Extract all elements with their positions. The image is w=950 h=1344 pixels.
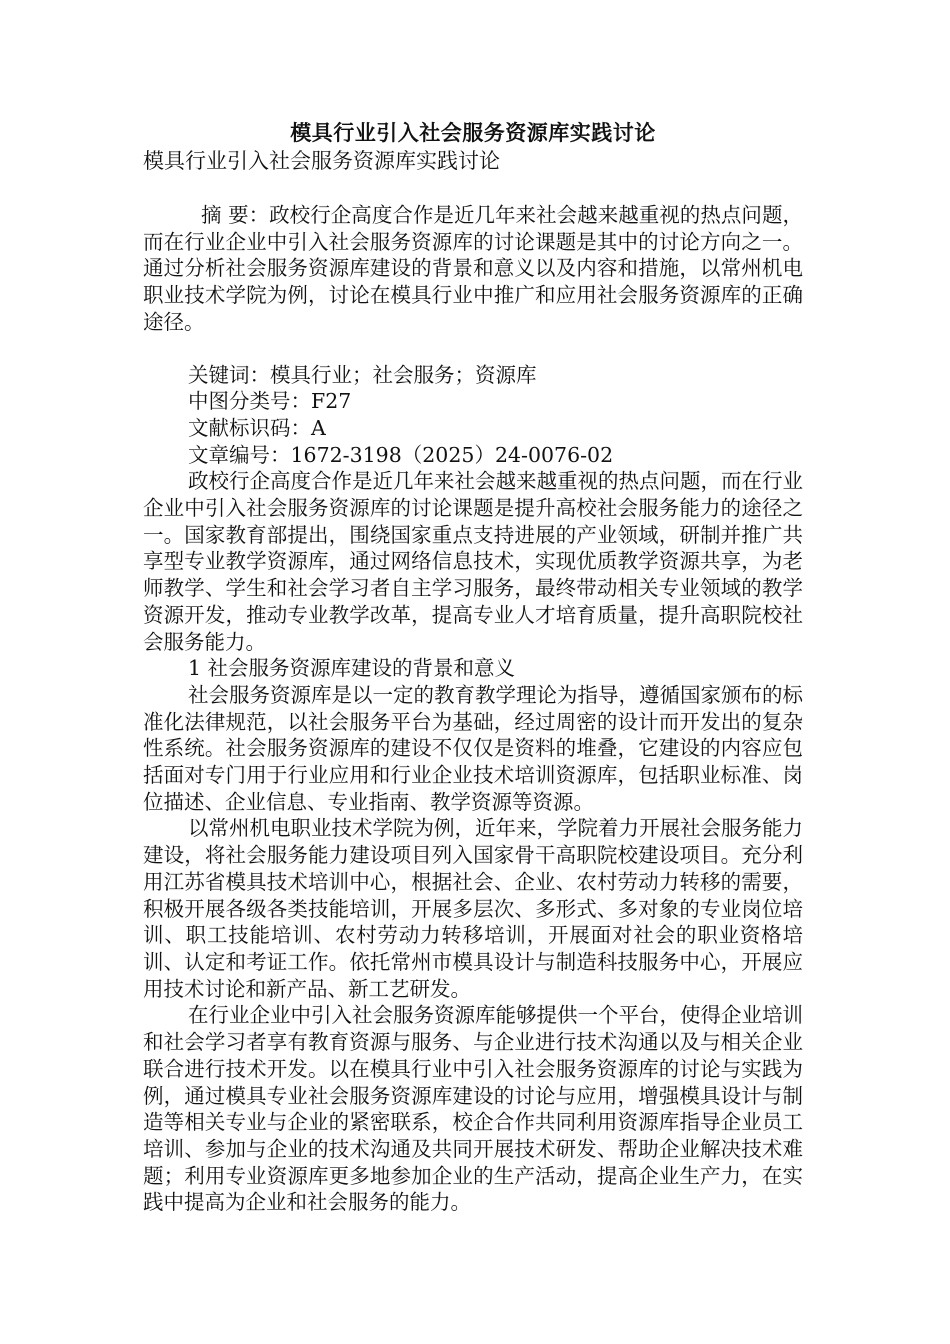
body-paragraph: 社会服务资源库是以一定的教育教学理论为指导，遵循国家颁布的标准化法律规范，以社会服务平台为基础，经过周密的设计而开发出的复杂性系统。社会服务资源库的建设不仅仅是资料的堆叠，它建设的内容应包括面对专门用于行业应用和行业企业技术培训资源库，包括职业标准、岗位描述、企业信息、专业指南、教学资源等资源。 (143, 682, 803, 814)
abstract-paragraph: 摘 要：政校行企高度合作是近几年来社会越来越重视的热点问题，而在行业企业中引入社会服务资源库的讨论课题是其中的讨论方向之一。通过分析社会服务资源库建设的背景和意义以及内容和措施，以常州机电职业技术学院为例，讨论在模具行业中推广和应用社会服务资源库的正确途径。 (143, 203, 803, 334)
section-heading: 1 社会服务资源库建设的背景和意义 (188, 656, 516, 681)
body-paragraph: 以常州机电职业技术学院为例，近年来，学院着力开展社会服务能力建设，将社会服务能力建设项目列入国家骨干高职院校建设项目。充分利用江苏省模具技术培训中心，根据社会、企业、农村劳动力转移的需要，积极开展各级各类技能培训，开展多层次、多形式、多对象的专业岗位培训、职工技能培训、农村劳动力转移培训，开展面对社会的职业资格培训、认定和考证工作。依托常州市模具设计与制造科技服务中心，开展应用技术讨论和新产品、新工艺研发。 (143, 816, 803, 1001)
document-code-line: 文献标识码：A (188, 415, 326, 440)
body-paragraph: 在行业企业中引入社会服务资源库能够提供一个平台，使得企业培训和社会学习者享有教育资源与服务、与企业进行技术沟通以及与相关企业联合进行技术开发。以在模具行业中引入社会服务资源库的讨论与实践为例，通过模具专业社会服务资源库建设的讨论与应用，增强模具设计与制造等相关专业与企业的紧密联系，校企合作共同利用资源库指导企业员工培训、参加与企业的技术沟通及共同开展技术研发、帮助企业解决技术难题；利用专业资源库更多地参加企业的生产活动，提高企业生产力，在实践中提高为企业和社会服务的能力。 (143, 1003, 803, 1215)
document-title: 模具行业引入社会服务资源库实践讨论 (290, 121, 656, 145)
intro-paragraph: 政校行企高度合作是近几年来社会越来越重视的热点问题，而在行业企业中引入社会服务资源库的讨论课题是提升高校社会服务能力的途径之一。国家教育部提出，围绕国家重点支持进展的产业领域，研制并推广共享型专业教学资源库，通过网络信息技术，实现优质教学资源共享，为老师教学、学生和社会学习者自主学习服务，最终带动相关专业领域的教学资源开发，推动专业教学改革，提高专业人才培育质量，提升高职院校社会服务能力。 (143, 469, 803, 654)
keywords-line: 关键词：模具行业；社会服务；资源库 (188, 362, 537, 387)
article-number-line: 文章编号：1672-3198（2025）24-0076-02 (188, 442, 614, 467)
document-page (143, 118, 803, 1216)
clc-line: 中图分类号：F27 (188, 389, 352, 414)
document-subtitle: 模具行业引入社会服务资源库实践讨论 (143, 149, 500, 173)
